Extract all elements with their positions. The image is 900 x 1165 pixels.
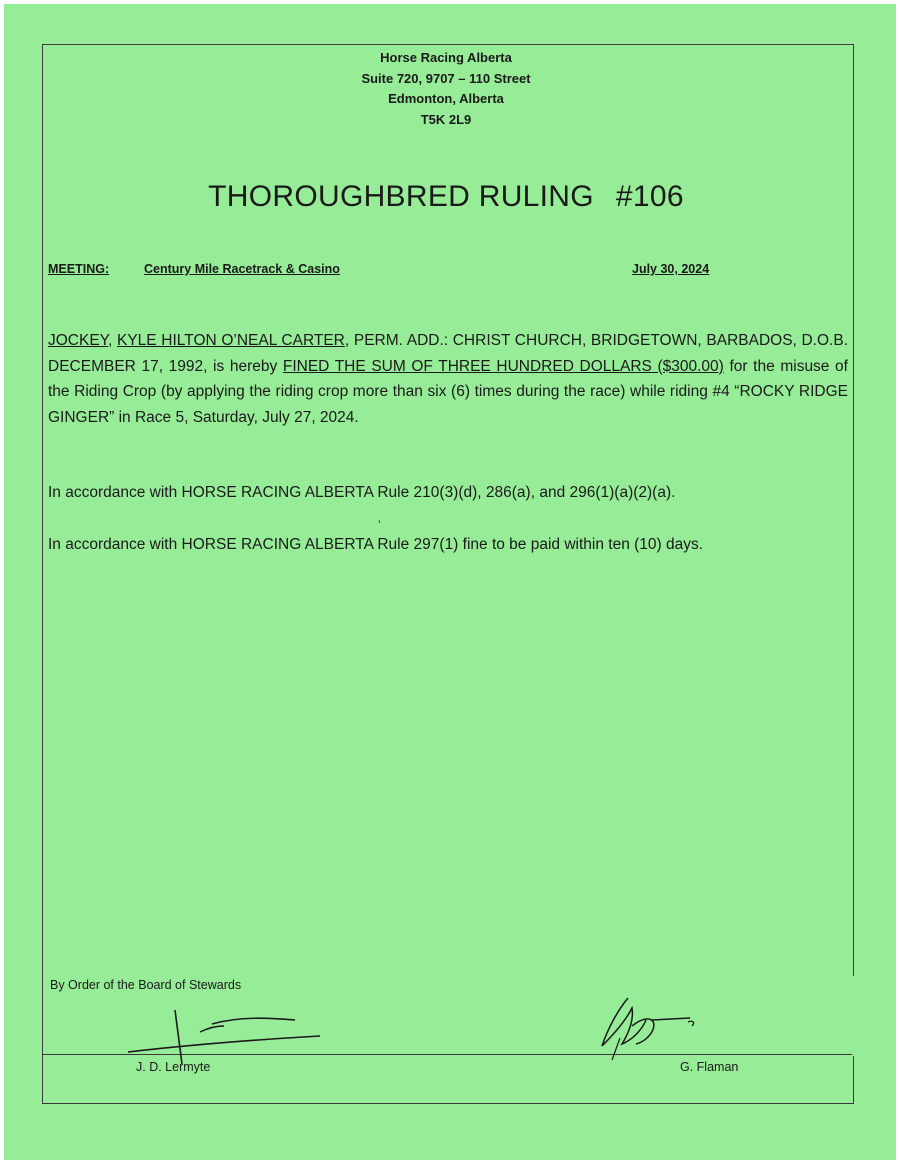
address-line-1: Suite 720, 9707 – 110 Street [361,70,531,86]
jockey-name: KYLE HILTON O’NEAL CARTER [117,332,345,349]
accordance-rules: In accordance with HORSE RACING ALBERTA Rule 210(3)(d), 286(a), and 296(1)(a)(2)(a). [48,484,676,501]
steward-right-name: G. Flaman [680,1060,739,1074]
ruling-reason: for the misuse of the Riding Crop (by applying the riding crop more than six (6) times during the race) while riding #4 “ROCKY RIDGE GINGER” in Race 5, Saturday, July 27, 2024. [48,357,848,426]
penalty: FINED THE SUM OF THREE HUNDRED DOLLARS ($300.00) [282,357,724,375]
org-name: Horse Racing Alberta [380,50,512,65]
meeting-date: July 30, 2024 [632,262,710,276]
ruling-details: , PERM. ADD.: CHRIST CHURCH, BRIDGETOWN, BARBADOS, D.O.B. DECEMBER 17, 1992, is hereby [48,332,849,375]
stray-mark: ’ [378,518,381,532]
meeting-venue: Century Mile Racetrack & Casino [144,262,340,276]
postal-code: T5K 2L9 [420,111,472,127]
signature-right [592,990,722,1062]
signature-left [120,1006,340,1066]
board-order: By Order of the Board of Stewards [50,978,242,992]
steward-left-name: J. D. Lermyte [136,1060,211,1074]
ruling-paragraph [48,328,848,430]
role: JOCKEY [48,332,109,349]
separator: , [108,332,117,349]
ruling-title [0,180,892,214]
title-text: THOROUGHBRED RULING [208,180,594,213]
address-line-2: Edmonton, Alberta [388,91,504,106]
ruling-number: #106 [615,180,684,213]
border-gap [852,976,858,1056]
meeting-label: MEETING: [48,262,110,276]
accordance-payment: In accordance with HORSE RACING ALBERTA Rule 297(1) fine to be paid within ten (10) days. [48,536,704,553]
letterhead [0,48,892,130]
